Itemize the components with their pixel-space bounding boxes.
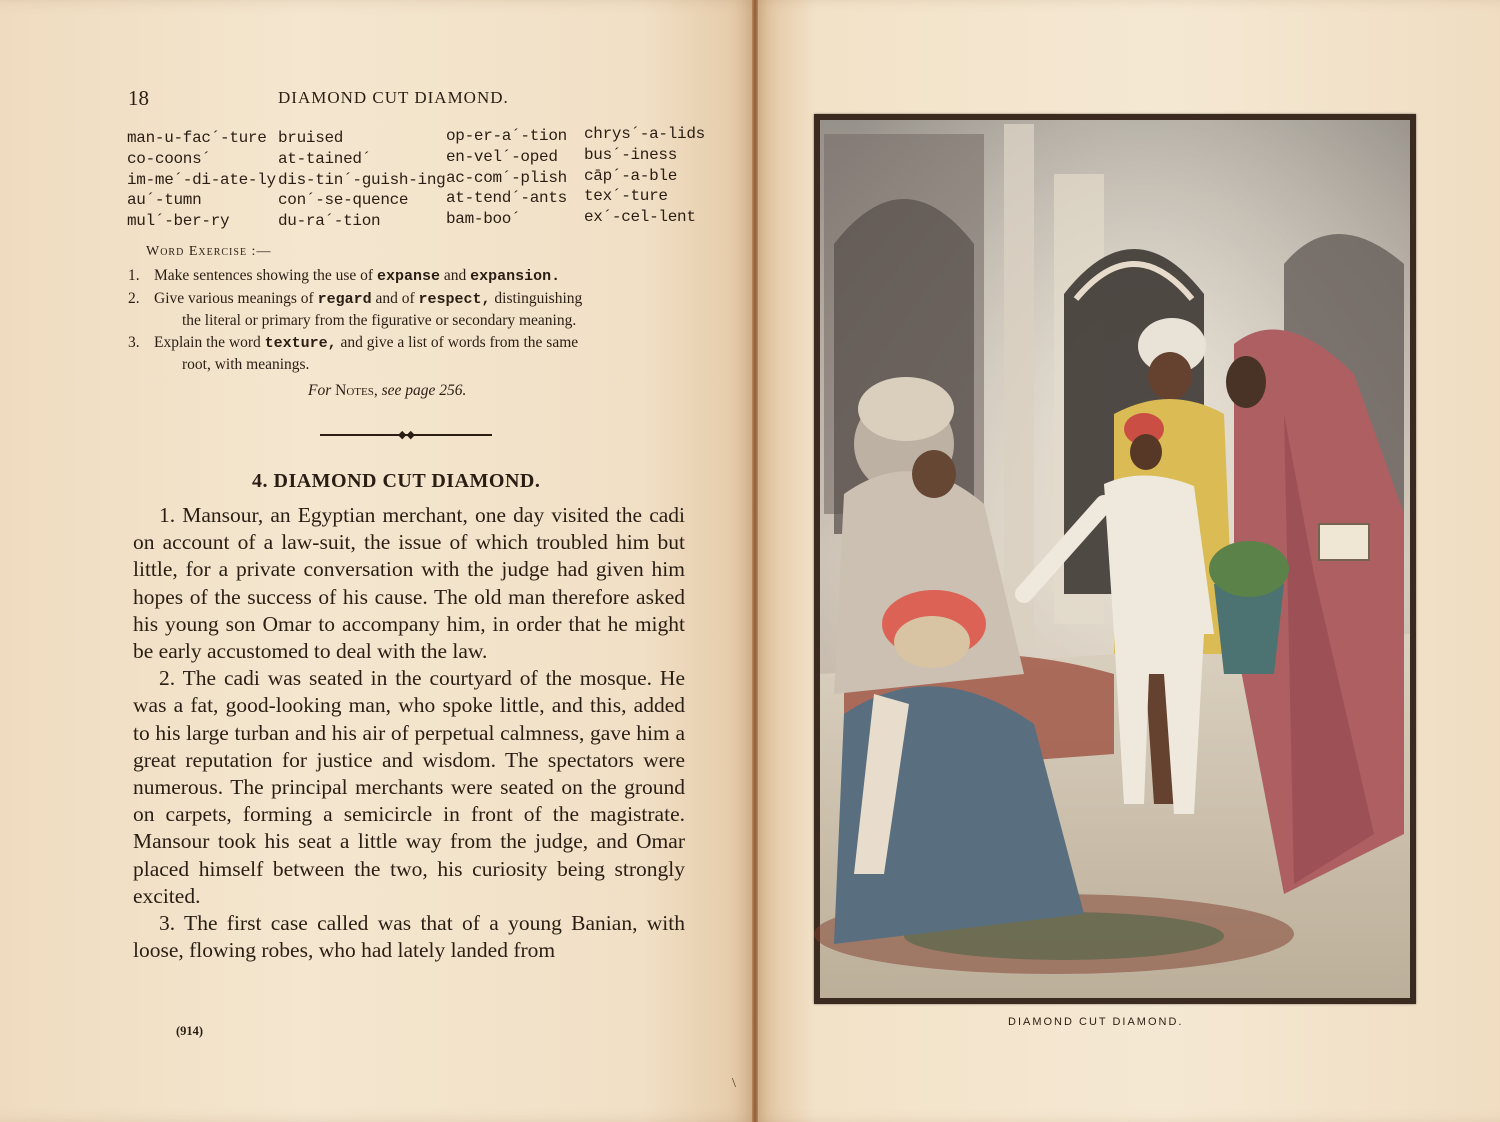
exercise-keyword: regard: [317, 290, 372, 308]
exercise-item: [128, 288, 684, 332]
notes-label: Notes,: [335, 382, 378, 399]
book-gutter: [752, 0, 758, 1122]
stray-mark: \: [732, 1076, 736, 1091]
vocabulary-column-3: [446, 126, 567, 230]
vocab-word: mul´-ber-ry: [127, 212, 230, 231]
chapter-title: 4. DIAMOND CUT DIAMOND.: [252, 470, 541, 492]
vocab-word: cāp´-a-ble: [584, 166, 678, 185]
exercise-list: [128, 265, 684, 376]
vocab-word: bam-boo´: [446, 210, 521, 229]
exercise-continuation: the literal or primary from the figurative or secondary meaning.: [182, 312, 577, 329]
notes-page: see page 256.: [381, 382, 467, 399]
vocab-word: au´-tumn: [127, 191, 202, 210]
running-head: DIAMOND CUT DIAMOND.: [278, 88, 509, 107]
vocab-word: at-tained´: [278, 149, 372, 168]
vocab-word: du-ra´-tion: [278, 212, 381, 231]
vocab-word: bruised: [278, 129, 344, 147]
exercise-keyword: texture,: [264, 334, 337, 352]
vocab-word: ex´-cel-lent: [584, 208, 696, 227]
exercise-text: Explain the word: [154, 333, 265, 351]
exercise-keyword: expanse: [376, 268, 440, 285]
vocab-word: im-me´-di-ate-ly: [127, 170, 276, 189]
notes-for: For: [308, 382, 332, 399]
vocabulary-column-1: [127, 128, 276, 232]
vocab-word: con´-se-quence: [278, 191, 409, 210]
exercise-item: [128, 332, 684, 376]
vocab-word: man-u-fac´-ture: [127, 129, 267, 147]
rule-ornament-icon: ◆◆: [398, 429, 415, 441]
exercise-number: 3.: [128, 333, 140, 351]
vocab-word: bus´-iness: [584, 145, 678, 164]
signature-mark: (914): [176, 1024, 204, 1038]
exercise-text: and: [440, 267, 471, 284]
vocab-word: op-er-a´-tion: [446, 127, 567, 145]
vocab-word: at-tend´-ants: [446, 189, 567, 208]
exercise-item: [128, 265, 684, 288]
exercise-keyword: expansion.: [470, 268, 561, 285]
vocab-word: co-coons´: [127, 149, 211, 168]
vocabulary-column-2: [278, 128, 445, 232]
exercise-keyword: respect,: [418, 290, 491, 308]
vocab-word: tex´-ture: [584, 187, 668, 206]
vocab-word: chrys´-a-lids: [584, 125, 705, 143]
exercise-text: distinguishing: [490, 289, 583, 307]
exercise-heading: Word Exercise :—: [146, 244, 272, 259]
vocab-word: dis-tin´-guish-ing: [278, 170, 446, 189]
vocab-word: en-vel´-oped: [446, 147, 558, 166]
exercise-text: and of: [371, 289, 419, 307]
chapter-body: [133, 502, 685, 964]
paragraph: 3. The first case called was that of a young Banian, with loose, flowing robes, who had lately landed from: [133, 911, 685, 963]
vocab-word: ac-com´-plish: [446, 168, 567, 187]
paragraph: 2. The cadi was seated in the courtyard of the mosque. He was a fat, good-looking man, who spoke little, and this, added to his large turban and his air of perpetual calmness, gave him a great reputation for justice and wisdom. The spectators were numerous. The principal merchants were seated on the ground on carpets, forming a semicircle in front of the magistrate. Mansour took his seat a little way from the judge, and Omar placed himself between the two, his curiosity being strongly excited.: [133, 666, 685, 908]
illustration-plate: [814, 114, 1416, 1004]
paragraph: 1. Mansour, an Egyptian merchant, one day visited the cadi on account of a law-suit, the issue of which troubled him but little, for a private conversation with the judge had given him hopes of the success of his cause. The old man therefore asked his young son Omar to accompany him, in order that he might be early accustomed to deal with the law.: [133, 503, 685, 664]
exercise-number: 2.: [128, 289, 140, 307]
exercise-text: Give various meanings of: [154, 289, 318, 307]
exercise-continuation: root, with meanings.: [182, 356, 310, 373]
exercise-number: 1.: [128, 267, 140, 284]
illustration-image: [814, 114, 1416, 1004]
exercise-text: and give a list of words from the same: [336, 333, 579, 351]
vocabulary-column-4: [584, 124, 705, 228]
notes-reference: [308, 382, 466, 400]
plate-caption: DIAMOND CUT DIAMOND.: [1008, 1016, 1184, 1028]
page-number: 18: [128, 86, 149, 110]
exercise-text: Make sentences showing the use of: [154, 267, 377, 284]
